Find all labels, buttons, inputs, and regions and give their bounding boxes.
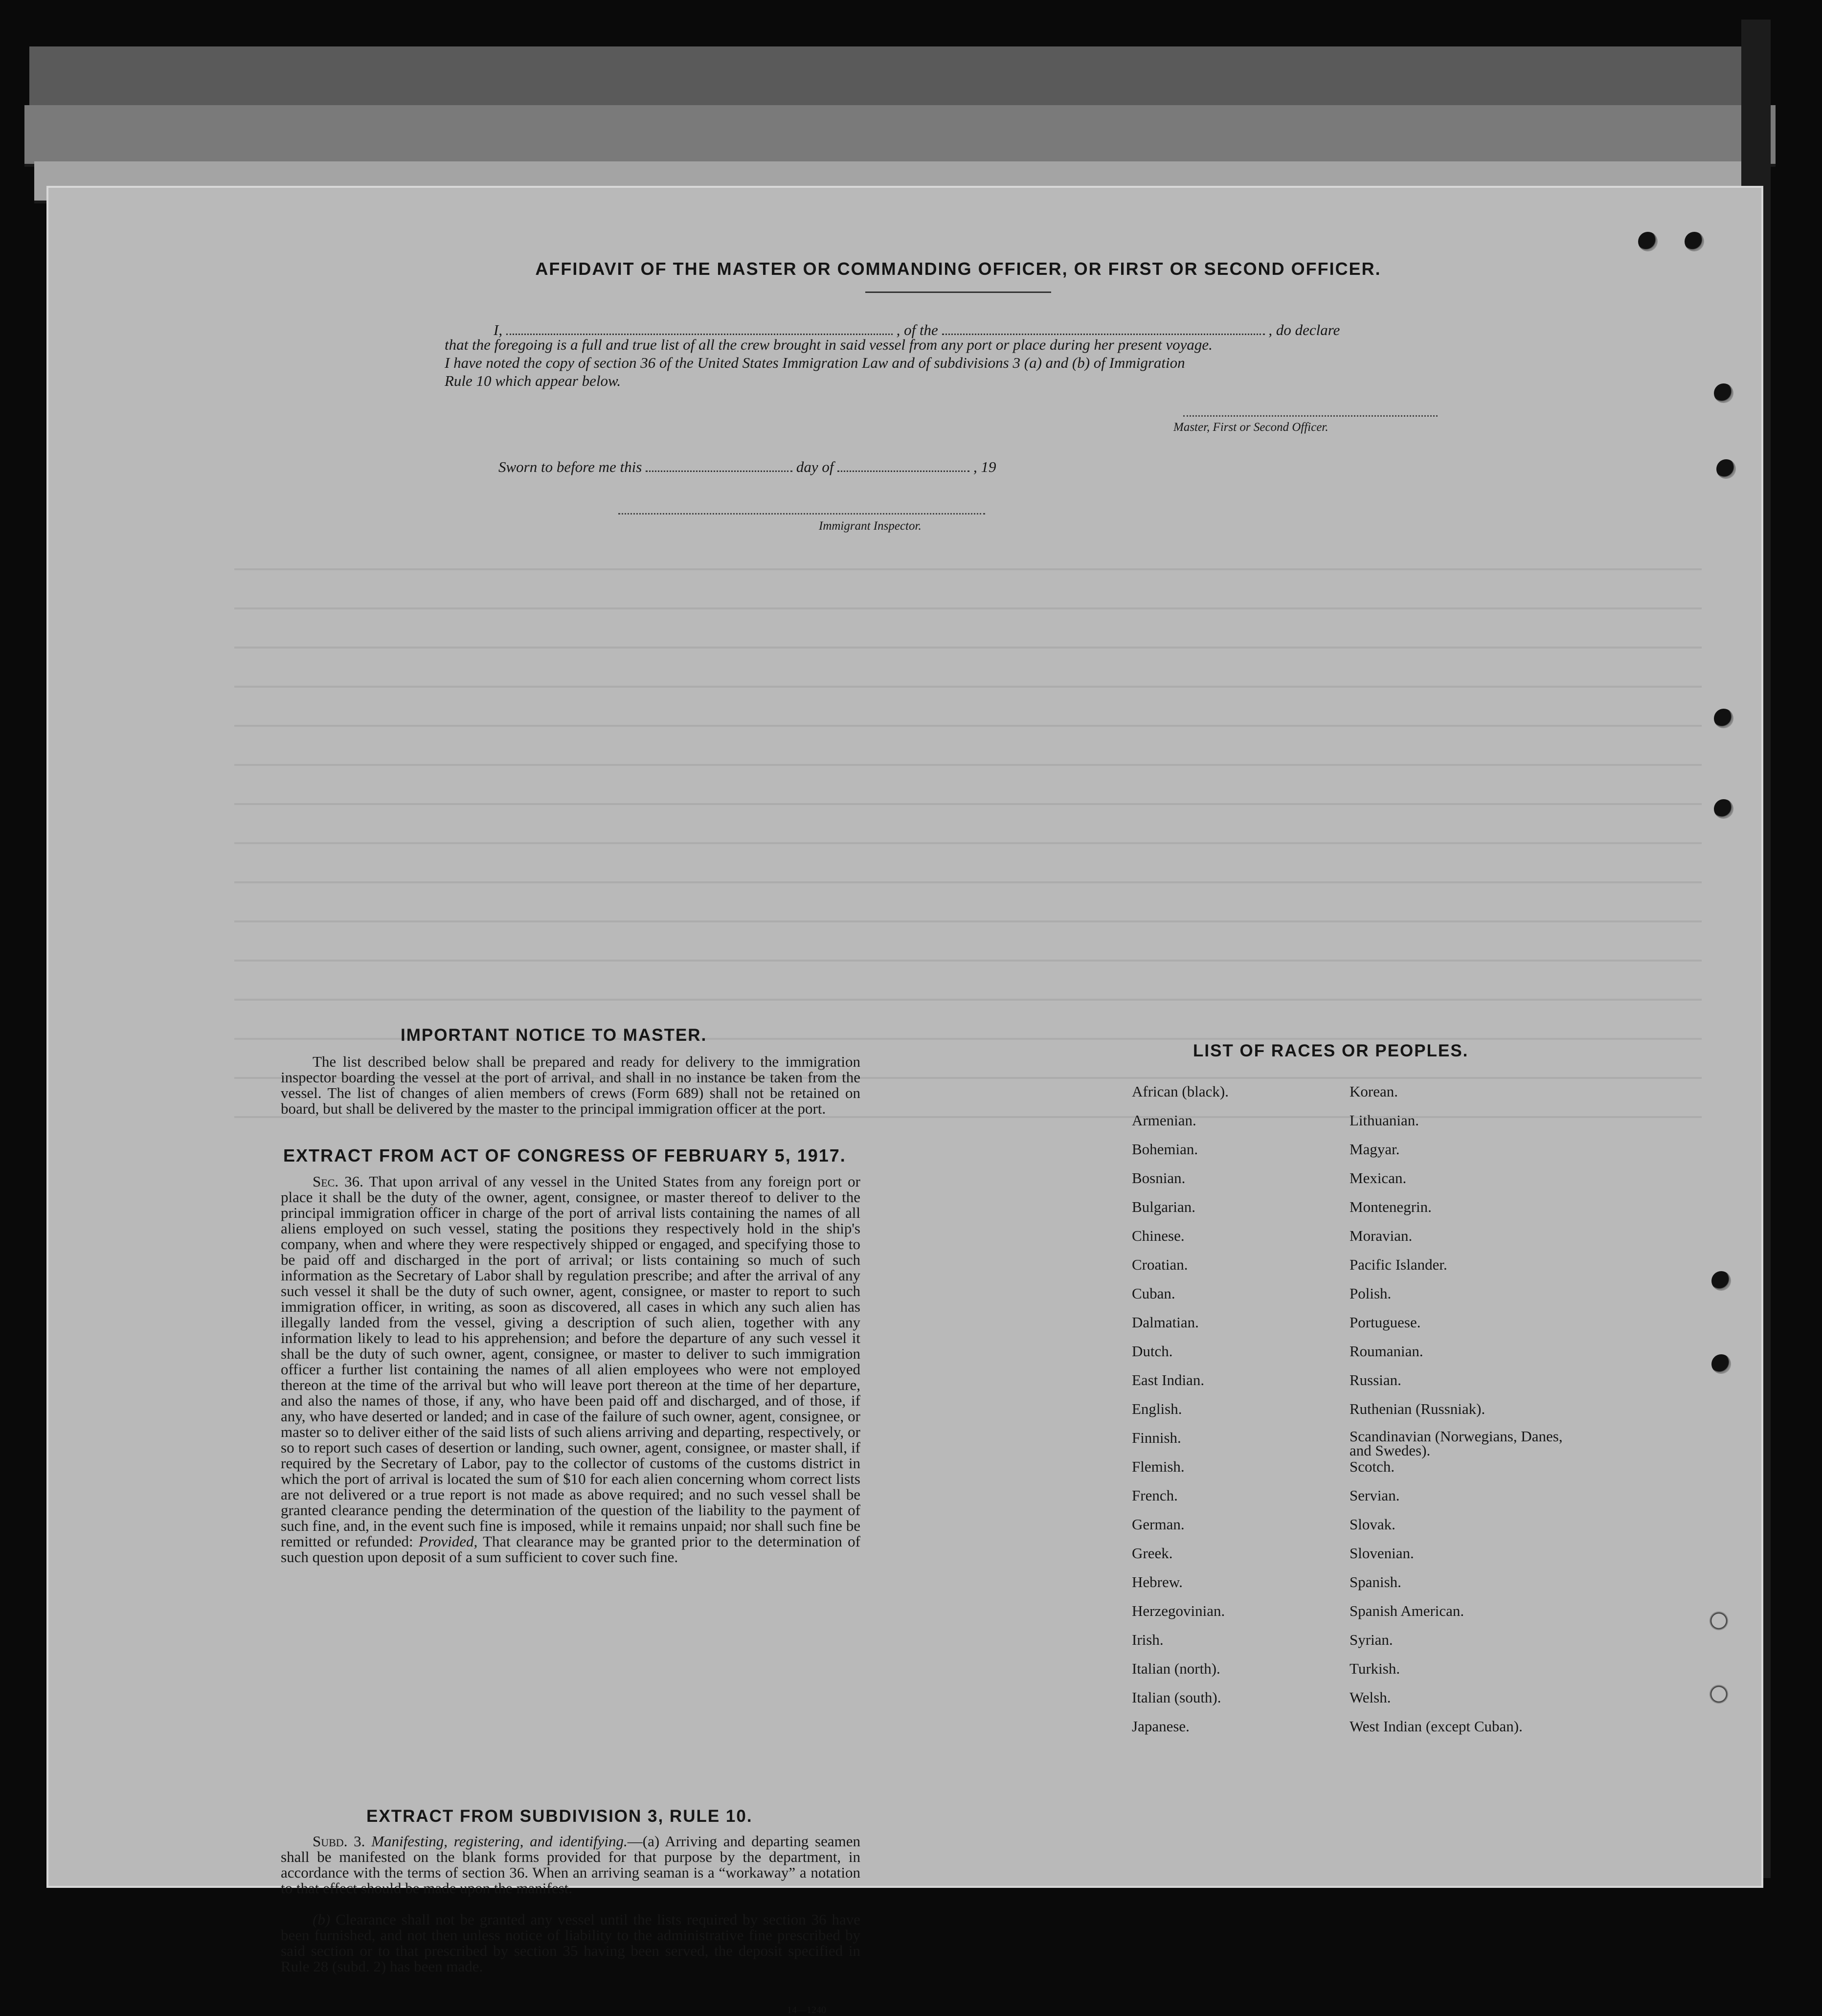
- form-number: 14—1240: [787, 2005, 826, 2016]
- act-text: [281, 1174, 860, 1565]
- race-item: Spanish.: [1350, 1573, 1401, 1590]
- race-item: Chinese.: [1132, 1227, 1185, 1244]
- race-item: Roumanian.: [1350, 1343, 1423, 1360]
- race-item: Bohemian.: [1132, 1141, 1198, 1158]
- affidavit-declare: , do declare: [1268, 321, 1340, 338]
- document-page: [46, 186, 1763, 2016]
- race-item: Italian (south).: [1132, 1689, 1221, 1706]
- day-of-label: day of: [796, 458, 834, 475]
- race-item: Welsh.: [1350, 1689, 1391, 1706]
- race-item: Spanish American.: [1350, 1602, 1464, 1619]
- race-item: Portuguese.: [1350, 1314, 1421, 1331]
- race-item: German.: [1132, 1516, 1185, 1533]
- inspector-signature-line[interactable]: [618, 513, 985, 515]
- race-item: Flemish.: [1132, 1458, 1185, 1475]
- punch-hole-icon: [1638, 232, 1658, 251]
- rule-a-body: Arriving and departing seamen shall be manifested on the blank forms provided for that purpose by the department, in accordance with the terms of section 36. When an arriving seaman is a “workaway” a notation to that effect should be made upon the manifest.: [281, 1833, 860, 1897]
- race-item: Syrian.: [1350, 1631, 1393, 1648]
- race-item: Scotch.: [1350, 1458, 1395, 1475]
- race-item: Cuban.: [1132, 1285, 1175, 1302]
- race-item: Servian.: [1350, 1487, 1400, 1504]
- sworn-line: [498, 456, 996, 476]
- rule-b-body: Clearance shall not be granted any vessel until the lists required by section 36 have been furnished, and not then unless notice of liability to the administrative fine prescribed by said section or to that prescribed by section 35 having been served, the deposit specified in Rule 28 (subd. 2) has been made.: [281, 1911, 861, 1975]
- race-item: West Indian (except Cuban).: [1350, 1718, 1523, 1735]
- act-title: EXTRACT FROM ACT OF CONGRESS OF FEBRUARY 5, 1917.: [283, 1145, 846, 1165]
- races-title: LIST OF RACES OR PEOPLES.: [1193, 1041, 1469, 1060]
- notice-body: The list described below shall be prepared and ready for delivery to the immigration inspector boarding the vessel at the port of arrival, and shall in no instance be taken from the vessel. The list of changes of alien members of crews (Form 689) shall not be retained on board, but shall be delivered by the master to the principal immigration officer at the port.: [281, 1053, 860, 1117]
- races-left-column: [1132, 1083, 1229, 1747]
- race-item: Korean.: [1350, 1083, 1398, 1100]
- race-item: Magyar.: [1350, 1141, 1400, 1158]
- race-item: Russian.: [1350, 1371, 1401, 1389]
- affidavit-title-rule: [865, 291, 1051, 293]
- race-item: Croatian.: [1132, 1256, 1188, 1273]
- race-item: Polish.: [1350, 1285, 1392, 1302]
- rule-subd-heading: Manifesting, registering, and identifying.: [371, 1833, 628, 1850]
- race-item: Slovenian.: [1350, 1545, 1414, 1562]
- affidavit-title: AFFIDAVIT OF THE MASTER OR COMMANDING OFFICER, OR FIRST OR SECOND OFFICER.: [535, 259, 1381, 279]
- race-item: Finnish.: [1132, 1429, 1181, 1446]
- sworn-day-field[interactable]: [646, 456, 792, 472]
- rule-b-label: (b): [313, 1911, 331, 1928]
- race-item: Hebrew.: [1132, 1573, 1183, 1590]
- affidavit-line-4: Rule 10 which appear below.: [445, 372, 621, 389]
- race-item: French.: [1132, 1487, 1178, 1504]
- race-item: African (black).: [1132, 1083, 1229, 1100]
- rule-b-text: [281, 1912, 860, 1974]
- act-body: That upon arrival of any vessel in the United States from any foreign port or place it shall be the duty of the owner, agent, consignee, or master thereof to deliver to the principal immigration officer in charge of the port of arrival lists containing the names of all aliens employed on such vessel, stating the positions they respectively hold in the ship's company, when and where they were respectively shipped or engaged, and specifying those to be paid off and discharged in the port of arrival; or lists containing so much of such information as the Secretary of Labor shall by regulation prescribe; and after the arrival of any such vessel it shall be the duty of such owner, agent, consignee, or master to report to such immigration officer, in writing, as soon as discovered, all cases in which any such alien has illegally landed from the vessel, giving a description of such alien, together with any information likely to lead to his apprehension; and before the departure of any such vessel it shall be the duty of such owner, agent, consignee, or master to deliver to such immigration officer a further list containing the names of all alien employees who were not employed thereon at the time of the arrival but who will leave port thereon at the time of her departure, and also the names of those, if any, who have been paid off and discharged, and of those, if any, who have deserted or landed; and in case of the failure of such owner, agent, consignee, or master so to deliver either of the said lists of such aliens arriving and departing, respectively, or so to report such cases of desertion or landing, such owner, agent, consignee, or master shall, if required by the Secretary of Labor, pay to the collector of customs of the customs district in which the port of arrival is located the sum of $10 for each alien concerning whom correct lists are not delivered or a true report is not made as above required; and no such vessel shall be granted clearance pending the determination of the question of the liability to the payment of such fine, and, in the event such fine is imposed, while it remains unpaid; nor shall such fine be remitted or refunded:: [281, 1173, 860, 1550]
- race-item: Moravian.: [1350, 1227, 1413, 1244]
- master-signature-line[interactable]: [1183, 415, 1438, 417]
- rule-a-label: —(a): [627, 1833, 660, 1850]
- race-item: English.: [1132, 1400, 1182, 1417]
- race-item: Italian (north).: [1132, 1660, 1220, 1677]
- affidavit-line-2: that the foregoing is a full and true list of all the crew brought in said vessel from any port or place during her present voyage.: [445, 336, 1213, 353]
- punch-hole-icon: [1685, 232, 1704, 251]
- punch-hole-icon: [1711, 1354, 1731, 1374]
- race-item: Japanese.: [1132, 1718, 1190, 1735]
- punch-hole-icon: [1709, 1684, 1729, 1704]
- rule-title: EXTRACT FROM SUBDIVISION 3, RULE 10.: [366, 1807, 753, 1826]
- race-item: Montenegrin.: [1350, 1198, 1432, 1215]
- act-sec-label: Sec. 36.: [313, 1173, 363, 1190]
- underlying-page-2: [24, 105, 1776, 167]
- act-provided: Provided,: [419, 1533, 478, 1550]
- notice-title: IMPORTANT NOTICE TO MASTER.: [401, 1026, 707, 1045]
- punch-hole-icon: [1716, 459, 1736, 479]
- affidavit-i: I,: [494, 321, 503, 338]
- race-item: Dutch.: [1132, 1343, 1173, 1360]
- affidavit-of-the: , of the: [896, 321, 938, 338]
- sworn-label: Sworn to before me this: [498, 458, 642, 475]
- year-label: , 19: [973, 458, 996, 475]
- race-item: Mexican.: [1350, 1169, 1407, 1187]
- race-item: Turkish.: [1350, 1660, 1400, 1677]
- punch-hole-icon: [1714, 709, 1733, 728]
- race-item: Slovak.: [1350, 1516, 1395, 1533]
- punch-hole-icon: [1714, 799, 1733, 819]
- race-item: Bulgarian.: [1132, 1198, 1195, 1215]
- vessel-name-field[interactable]: [942, 319, 1265, 335]
- race-item: Dalmatian.: [1132, 1314, 1199, 1331]
- punch-hole-icon: [1711, 1271, 1731, 1291]
- affidavit-line-3: I have noted the copy of section 36 of the United States Immigration Law and of subdivisions 3 (a) and (b) of Immigration: [445, 354, 1185, 371]
- rule-a-text: [281, 1834, 860, 1896]
- race-item: Pacific Islander.: [1350, 1256, 1447, 1273]
- race-item: Herzegovinian.: [1132, 1602, 1225, 1619]
- race-item: Greek.: [1132, 1545, 1173, 1562]
- notice-text: [281, 1054, 860, 1117]
- races-right-column: [1350, 1083, 1565, 1747]
- race-item: Ruthenian (Russniak).: [1350, 1400, 1485, 1417]
- master-signature-label: Master, First or Second Officer.: [1173, 421, 1328, 434]
- race-item: East Indian.: [1132, 1371, 1205, 1389]
- rule-subd-label: Subd. 3.: [313, 1833, 365, 1850]
- race-item: Armenian.: [1132, 1112, 1196, 1129]
- race-item: Bosnian.: [1132, 1169, 1186, 1187]
- punch-hole-icon: [1709, 1611, 1729, 1631]
- race-item: Scandinavian (Norwegians, Danes, and Swedes).: [1350, 1428, 1563, 1459]
- declarant-name-field[interactable]: [506, 319, 893, 335]
- act-body-end: That clearance may be granted prior to the determination of such question upon deposit of a sum sufficient to cover such fine.: [281, 1533, 860, 1566]
- punch-hole-icon: [1714, 383, 1733, 403]
- race-item: Irish.: [1132, 1631, 1164, 1648]
- race-item: Lithuanian.: [1350, 1112, 1419, 1129]
- inspector-label: Immigrant Inspector.: [819, 519, 922, 533]
- sworn-month-field[interactable]: [837, 456, 969, 472]
